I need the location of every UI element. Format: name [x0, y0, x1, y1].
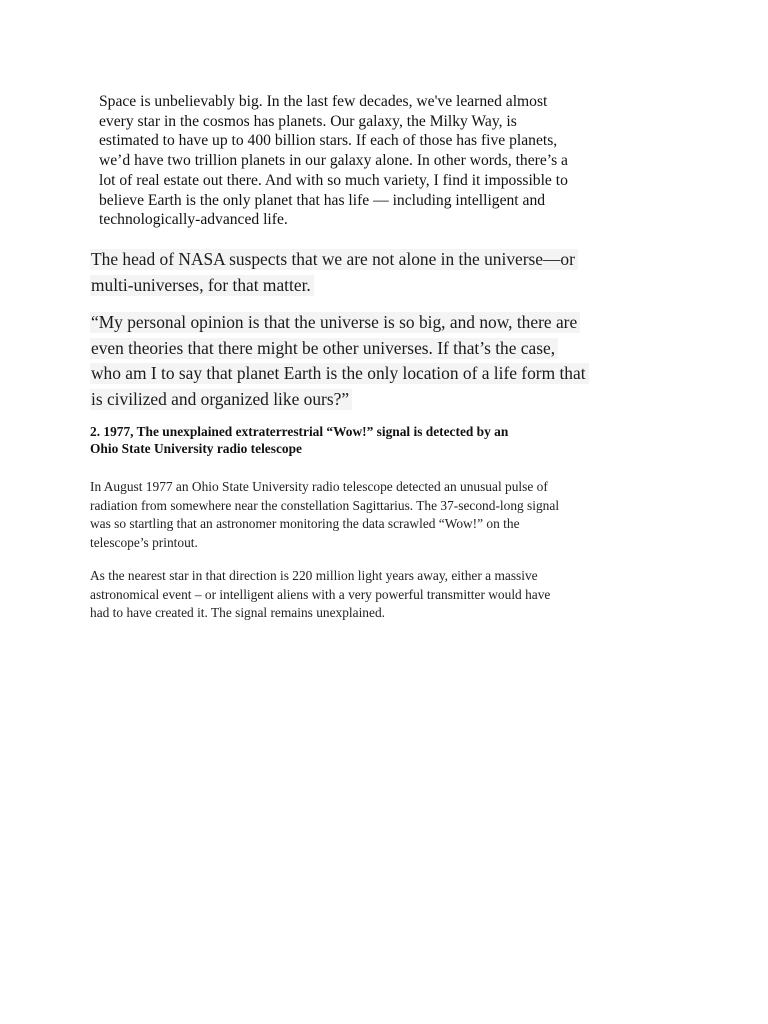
section-heading: [90, 424, 690, 457]
text-line: “My personal opinion is that the universe is so big, and now, there are: [90, 312, 580, 333]
text-line: As the nearest star in that direction is 220 million light years away, either a massive: [90, 568, 538, 583]
text-line: telescope’s printout.: [90, 534, 198, 550]
text-line: had to have created it. The signal remains unexplained.: [90, 605, 385, 621]
text-line: lot of real estate out there. And with so much variety, I find it impossible to: [99, 171, 568, 189]
text-line: The head of NASA suspects that we are not alone in the universe—or: [90, 249, 578, 270]
text-line: Space is unbelievably big. In the last few decades, we've learned almost: [99, 93, 548, 110]
text-line: was so startling that an astronomer monitoring the data scrawled “Wow!” on the: [90, 516, 520, 532]
text-line: multi-universes, for that matter.: [90, 275, 314, 296]
text-line: estimated to have up to 400 billion stars. If each of those has five planets,: [99, 132, 558, 150]
text-line: In August 1977 an Ohio State University radio telescope detected an unusual pulse of: [90, 479, 548, 494]
text-line: radiation from somewhere near the constellation Sagittarius. The 37-second-long signal: [90, 497, 560, 513]
text-line: we’d have two trillion planets in our galaxy alone. In other words, there’s a: [99, 152, 568, 170]
text-line: is civilized and organized like ours?”: [90, 389, 352, 410]
heading-line: Ohio State University radio telescope: [90, 440, 302, 456]
wow-signal-paragraph: [90, 478, 690, 552]
nasa-paragraph: [90, 246, 700, 298]
text-line: believe Earth is the only planet that has life — including intelligent and: [99, 191, 546, 209]
nearest-star-paragraph: [90, 567, 690, 623]
heading-line: 2. 1977, The unexplained extraterrestrial “Wow!” signal is detected by an: [90, 424, 509, 439]
text-line: technologically-advanced life.: [99, 211, 288, 229]
text-line: even theories that there might be other universes. If that’s the case,: [90, 338, 558, 359]
intro-paragraph: [99, 92, 669, 230]
quote-paragraph: [90, 310, 700, 412]
text-line: astronomical event – or intelligent aliens with a very powerful transmitter would have: [90, 586, 551, 602]
text-line: who am I to say that planet Earth is the only location of a life form that: [90, 363, 589, 384]
text-line: every star in the cosmos has planets. Our galaxy, the Milky Way, is: [99, 112, 517, 130]
